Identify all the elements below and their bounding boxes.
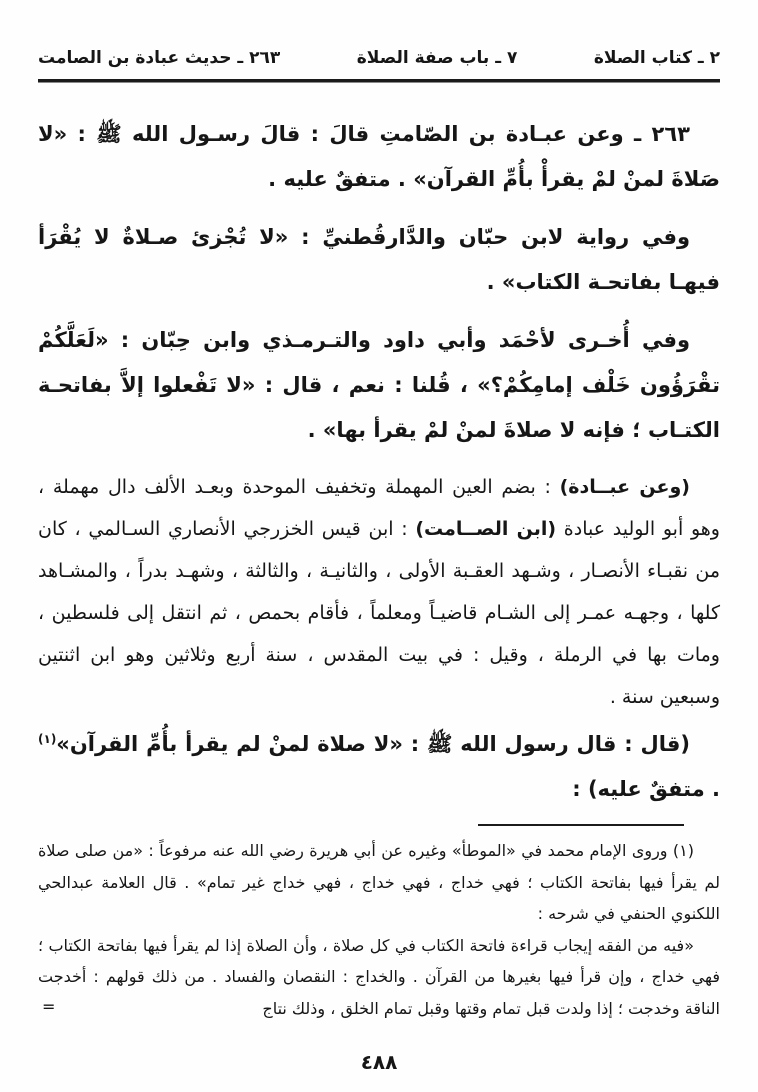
footnote-quote-text: «فيه من الفقه إيجاب قراءة فاتحة الكتاب في كل صلاة ، وأن الصلاة إذا لم يقرأ فيها بفاتحة الكتاب ؛ فهي خداج ، وإن قرأ فيها بغيرها من القرآن . والخداج : النقصان والفساد . من ذلك قولهم : أخدجت الناقة وخدجت ؛ إذا ولدت قبل تمام وقتها وقبل تمام الخلق ، وذلك نتاج	[38, 935, 720, 1018]
closing-hadith-repeat	[38, 722, 720, 812]
closing-text-2: . متفقٌ عليه) :	[572, 777, 720, 801]
footnote-continuation-mark: =	[42, 996, 56, 1016]
header-hadith-title: ٢٦٣ ـ حديث عبادة بن الصامت	[38, 48, 281, 68]
narration-ahmad-abudawud-tirmidhi: وفي أُخـرى لأحْمَد وأبي داود والتـرمـذي وابن حِبّان : «لَعَلَّكُمْ تقْرَؤُون خَلْف إمامِكُمْ؟» ، قُلنا : نعم ، قال : «لا تَفْعلوا إلاَّ بفاتحـة الكتـاب ؛ فإنه لا صلاةَ لمنْ لمْ يقرأ بها» .	[38, 328, 720, 442]
commentary-ubadah-biography	[38, 466, 720, 718]
page-number: ٤٨٨	[360, 1050, 398, 1074]
footnote-1-quote	[38, 930, 720, 1025]
page-body	[38, 112, 720, 812]
footnote-1-text: (١) وروى الإمام محمد في «الموطأ» وغيره عن أبي هريرة رضي الله عنه مرفوعاً : «من صلى صلاة لم يقرأ فيها بفاتحة الكتاب ؛ فهي خداج ، فهي خداج ، فهي خداج غير تمام» . قال العلامة عبدالحي اللكنوي الحنفي في شرحه :	[38, 841, 720, 923]
commentary-term-ibn-samit: (ابن الصــامت)	[415, 518, 557, 540]
header-chapter-title: ٧ ـ باب صفة الصلاة	[356, 48, 518, 68]
commentary-text-1: : بضم العين المهملة وتخفيف الموحدة وبعـد الألف دال مهملة ، وهو أبو الوليد عبادة	[38, 476, 720, 540]
running-header	[38, 48, 720, 68]
header-rule	[38, 79, 720, 82]
footnote-section	[38, 824, 720, 1074]
commentary-term-ubadah: (وعن عبــادة)	[559, 476, 690, 498]
narration-ibn-hibban-daraqutni: وفي رواية لابن حبّان والدَّارقُطنيِّ : «لا تُجْزئ صـلاةٌ لا يُقْرَأ فيهـا بفاتحـة الكتاب» .	[38, 225, 720, 294]
closing-text-1: (قال : قال رسول الله ﷺ : «لا صلاة لمنْ لم يقرأ بأُمِّ القرآن»	[56, 732, 690, 756]
header-book-title: ٢ ـ كتاب الصلاة	[593, 48, 720, 68]
footnote-ref-1: (١)	[38, 732, 57, 746]
commentary-text-2: : ابن قيس الخزرجي الأنصاري السـالمي ، كان من نقبـاء الأنصـار ، وشـهد العقـبة الأولى ، والثانيـة ، والثالثة ، وشهـد بدراً ، والمشـاهد كلها ، وجهـه عمـر إلى الشـام قاضيـاً ومعلماً ، فأقام بحمص ، ثم انتقل إلى فلسطين ، ومات بها في الرملة ، وقيل : في بيت المقدس ، سنة أربع وثلاثين وهو ابن اثنتين وسبعين سنة .	[38, 518, 720, 708]
hadith-263-text: ٢٦٣ ـ وعن عبـادة بن الصّامتِ قالَ : قالَ رسـول الله ﷺ : «لا صَلاةَ لمنْ لمْ يقرأْ بأُمِّ القرآن» . متفقٌ عليه .	[38, 122, 720, 191]
footnote-separator-rule	[478, 824, 684, 826]
